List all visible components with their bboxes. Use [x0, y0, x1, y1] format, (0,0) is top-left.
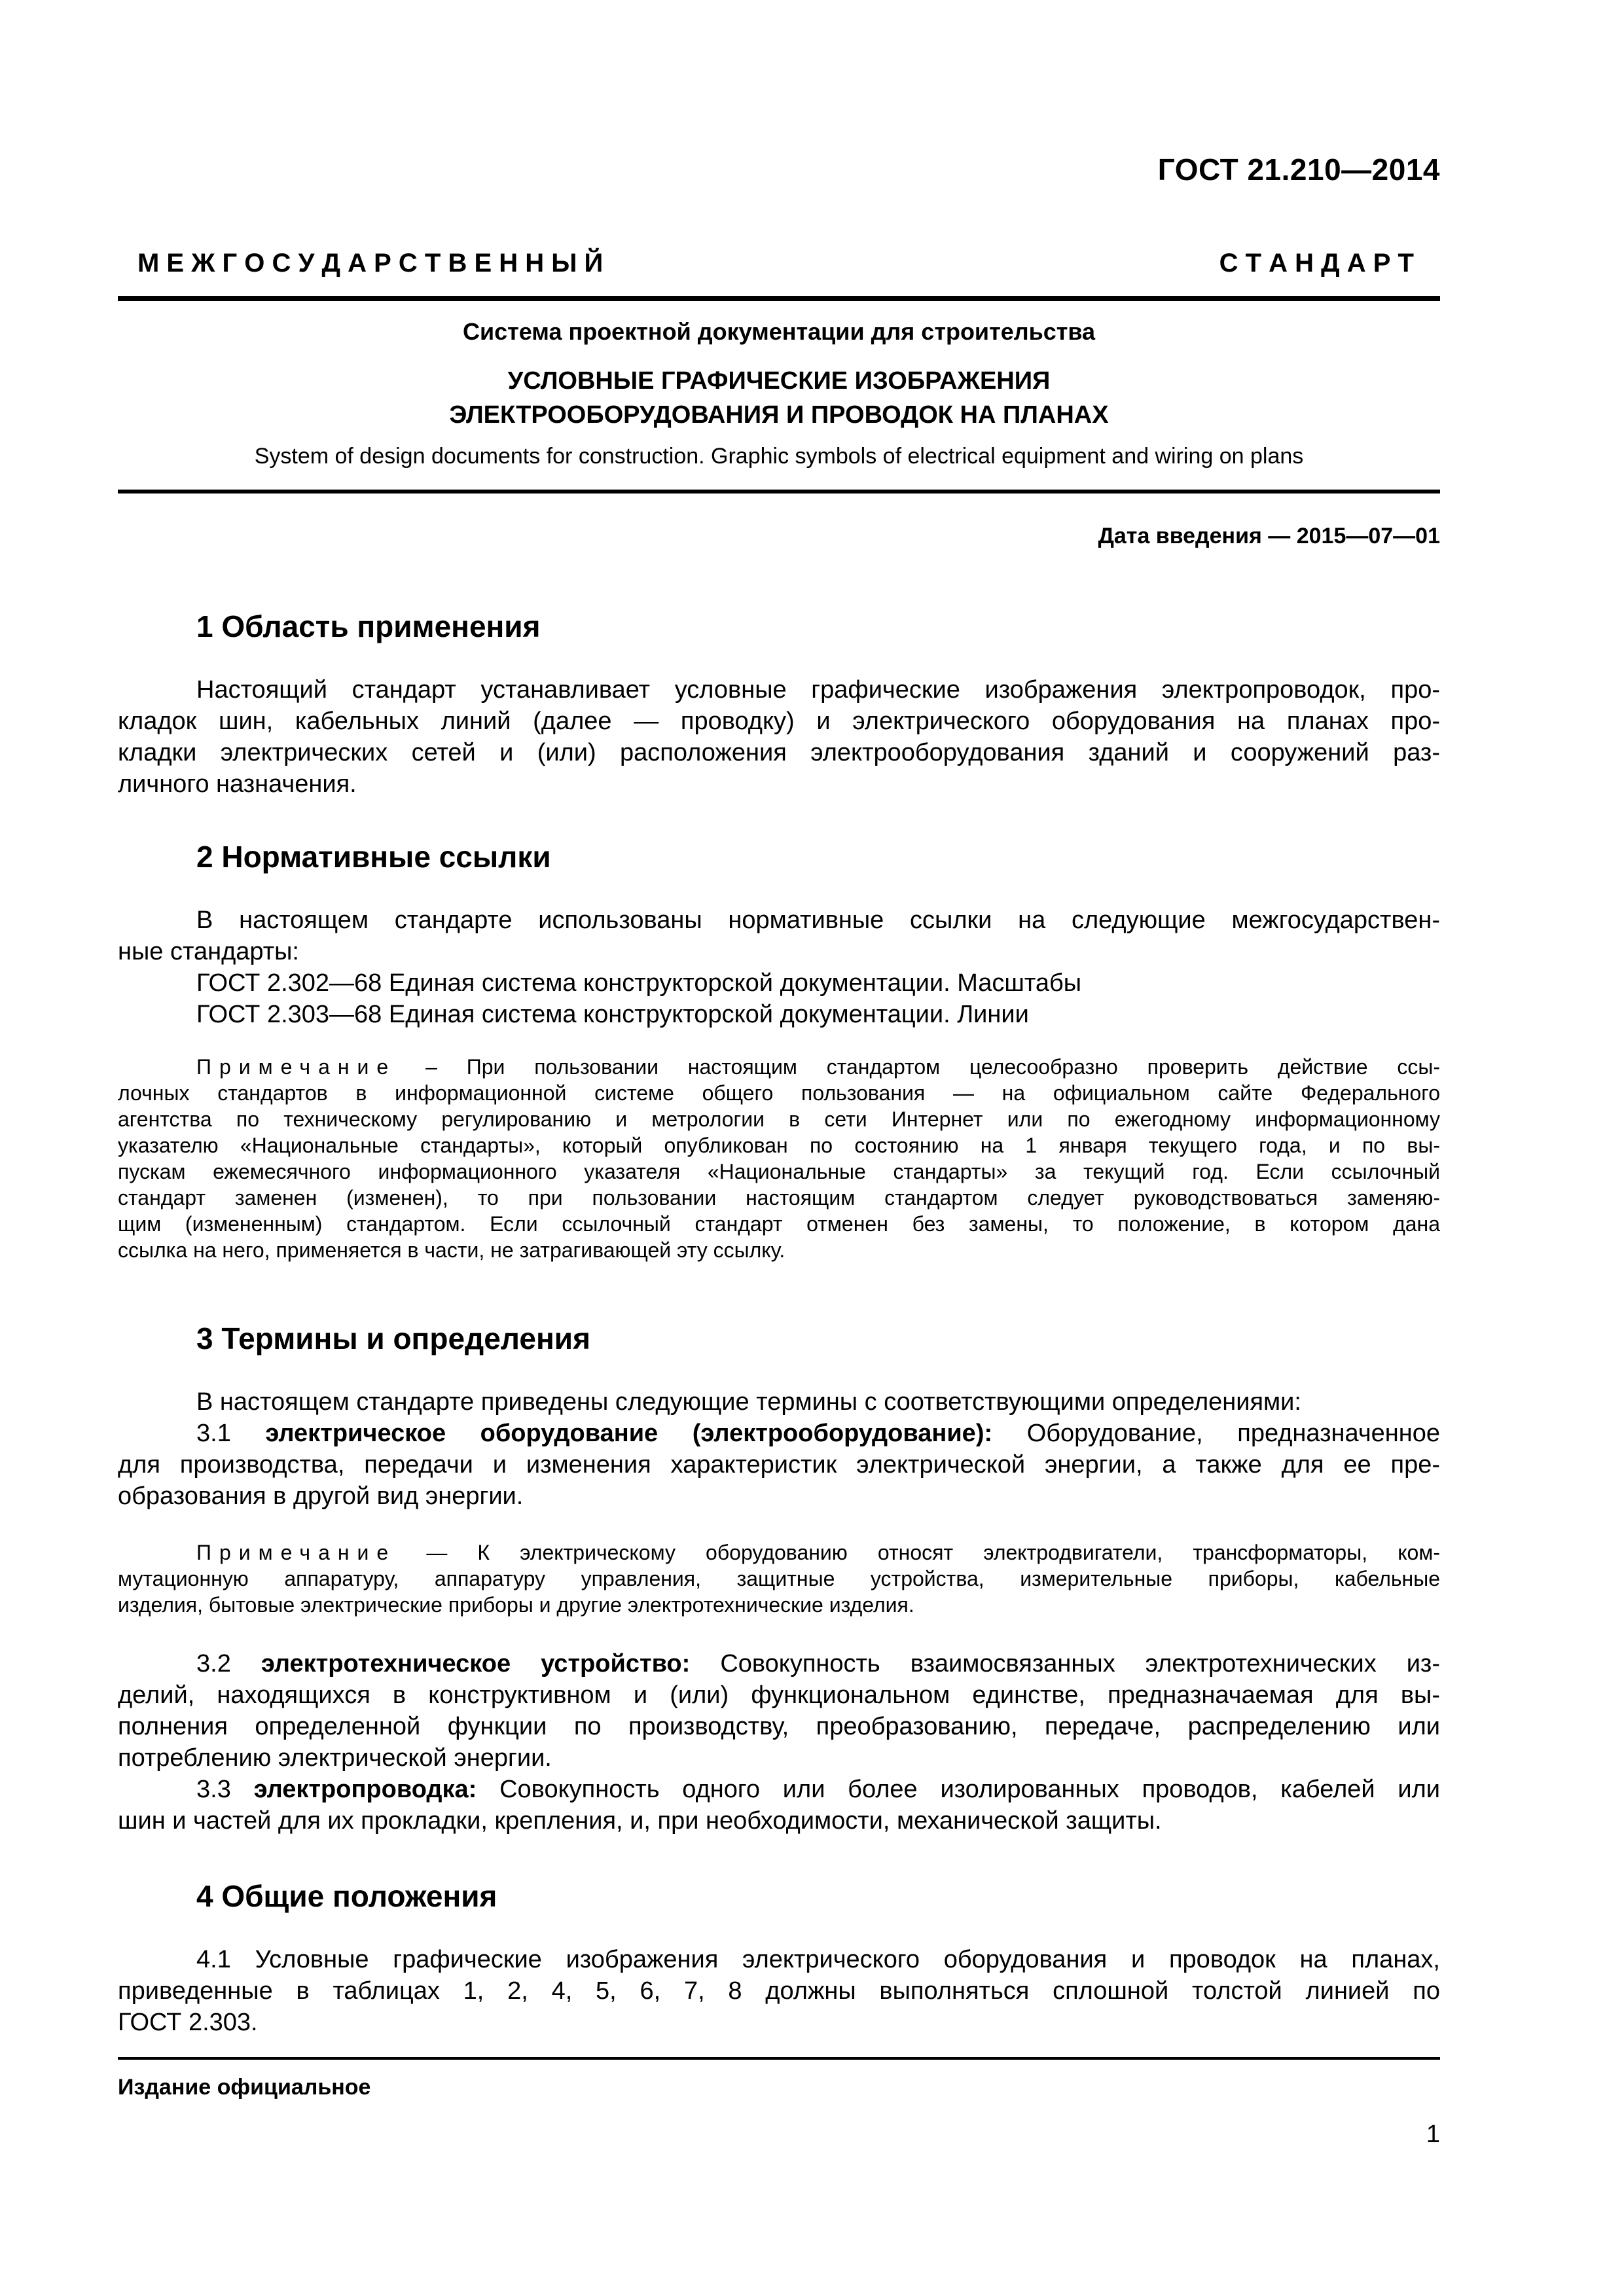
- term-name: электропроводка:: [253, 1776, 477, 1803]
- note-first-line: [118, 1054, 1440, 1080]
- text-line: приведенные в таблицах 1, 2, 4, 5, 6, 7, 8 должны выполняться сплошной толстой линией по: [118, 1977, 1440, 2005]
- note-line: изделия, бытовые электрические приборы и другие электротехнические изделия.: [118, 1593, 914, 1617]
- section-heading: 2 Нормативные ссылки: [196, 840, 551, 874]
- text-line: делий, находящихся в конструктивном и (или) функциональном единстве, предназначаемая для вы-: [118, 1681, 1440, 1709]
- title-bottom-rule: [118, 490, 1440, 493]
- term-first-line: [118, 1774, 1440, 1805]
- document-page: [118, 0, 1440, 2296]
- note-line: агентства по техническому регулированию и метрологии в сети Интернет или по ежегодному информационному: [118, 1107, 1440, 1131]
- note-line: щим (измененным) стандартом. Если ссылочный стандарт отменен без замены, то положение, в котором дана: [118, 1212, 1440, 1236]
- text-line: образования в другой вид энергии.: [118, 1482, 524, 1510]
- term-name: электрическое оборудование (электрооборудование):: [265, 1420, 993, 1447]
- text-line: кладок шин, кабельных линий (далее — проводку) и электрического оборудования на планах про-: [118, 708, 1440, 735]
- text-line: потреблению электрической энергии.: [118, 1744, 552, 1772]
- term-number: 3.3: [196, 1776, 231, 1803]
- note-label: Примечание: [196, 1541, 397, 1564]
- section-heading: 4 Общие положения: [196, 1879, 497, 1913]
- note-line: стандарт заменен (изменен), то при пользовании настоящим стандартом следует руководствоваться заменяю-: [118, 1186, 1440, 1210]
- text-line: для производства, передачи и изменения характеристик электрической энергии, а также для ее пре-: [118, 1451, 1440, 1479]
- text-line: В настоящем стандарте приведены следующие термины с соответствующими определениями:: [196, 1388, 1301, 1416]
- text-line: кладки электрических сетей и (или) расположения электрооборудования зданий и сооружений раз-: [118, 739, 1440, 766]
- system-title: Система проектной документации для строительства: [462, 318, 1096, 345]
- note-line: мутационную аппаратуру, аппаратуру управления, защитные устройства, измерительные приборы, кабельные: [118, 1567, 1440, 1590]
- page-number: 1: [1426, 2121, 1440, 2148]
- term-text: Совокупность взаимосвязанных электротехнических из-: [720, 1650, 1441, 1677]
- section-paragraph: [118, 905, 1440, 1030]
- text-line: полнения определенной функции по производству, преобразованию, передаче, распределению или: [118, 1713, 1440, 1740]
- note-text: – При пользовании настоящим стандартом целесообразно проверить действие ссы-: [425, 1055, 1441, 1079]
- text-line: В настоящем стандарте использованы нормативные ссылки на следующие межгосударствен-: [196, 906, 1440, 934]
- text-line: ные стандарты:: [118, 938, 299, 965]
- section-paragraph: [118, 1386, 1440, 1512]
- english-title: System of design documents for construction. Graphic symbols of electrical equipment and wiring on plans: [254, 444, 1304, 469]
- introduction-date: Дата введения — 2015—07—01: [1098, 524, 1440, 548]
- note-label: Примечание: [196, 1055, 397, 1079]
- term-text: Оборудование, предназначенное: [1026, 1420, 1440, 1447]
- section-heading: 3 Термины и определения: [196, 1321, 590, 1355]
- interstate-standard-banner: [137, 249, 1414, 278]
- reference-line: ГОСТ 2.303—68 Единая система конструкторской документации. Линии: [196, 1001, 1029, 1028]
- top-rule: [118, 296, 1440, 301]
- section-paragraph: [118, 674, 1440, 800]
- term-number: 3.1: [196, 1420, 231, 1447]
- text-line: личного назначения.: [118, 770, 357, 798]
- document-code: ГОСТ 21.210—2014: [1157, 152, 1440, 187]
- banner-word-interstate: М Е Ж Г О С У Д А Р С Т В Е Н Н Ы Й: [137, 249, 604, 278]
- term-first-line: [118, 1418, 1440, 1449]
- term-number: 3.2: [196, 1650, 231, 1677]
- text-line: ГОСТ 2.303.: [118, 2009, 258, 2036]
- note-line: пускам ежемесячного информационного указателя «Национальные стандарты» за текущий год. Если ссылочный: [118, 1160, 1440, 1183]
- section-heading: 1 Область применения: [196, 609, 541, 643]
- term-first-line: [118, 1648, 1440, 1679]
- reference-line: ГОСТ 2.302—68 Единая система конструкторской документации. Масштабы: [196, 969, 1082, 997]
- note-block: [118, 1539, 1440, 1618]
- note-block: [118, 1054, 1440, 1263]
- note-text: — К электрическому оборудованию относят электродвигатели, трансформаторы, ком-: [426, 1541, 1441, 1564]
- banner-word-standard: С Т А Н Д А Р Т: [1219, 249, 1414, 278]
- term-text: Совокупность одного или более изолированных проводов, кабелей или: [499, 1776, 1440, 1803]
- text-line: шин и частей для их прокладки, крепления, и, при необходимости, механической защиты.: [118, 1807, 1162, 1835]
- title-line: ЭЛЕКТРООБОРУДОВАНИЯ И ПРОВОДОК НА ПЛАНАХ: [449, 401, 1109, 429]
- standard-title: [118, 364, 1440, 432]
- section-paragraph: [118, 1944, 1440, 2038]
- footer-rule: [118, 2057, 1440, 2060]
- note-line: ссылка на него, применяется в части, не затрагивающей эту ссылку.: [118, 1238, 785, 1262]
- term-name: электротехническое устройство:: [261, 1650, 691, 1677]
- title-line: УСЛОВНЫЕ ГРАФИЧЕСКИЕ ИЗОБРАЖЕНИЯ: [507, 367, 1051, 395]
- note-line: лочных стандартов в информационной системе общего пользования — на официальном сайте Федерального: [118, 1081, 1440, 1105]
- note-first-line: [118, 1539, 1440, 1566]
- note-line: указателю «Национальные стандарты», который опубликован по состоянию на 1 января текущего года, и по вы-: [118, 1134, 1440, 1157]
- text-line: 4.1 Условные графические изображения электрического оборудования и проводок на планах,: [196, 1946, 1440, 1973]
- section-paragraph: [118, 1648, 1440, 1837]
- text-line: Настоящий стандарт устанавливает условные графические изображения электропроводок, про-: [196, 676, 1440, 704]
- edition-label: Издание официальное: [118, 2075, 371, 2100]
